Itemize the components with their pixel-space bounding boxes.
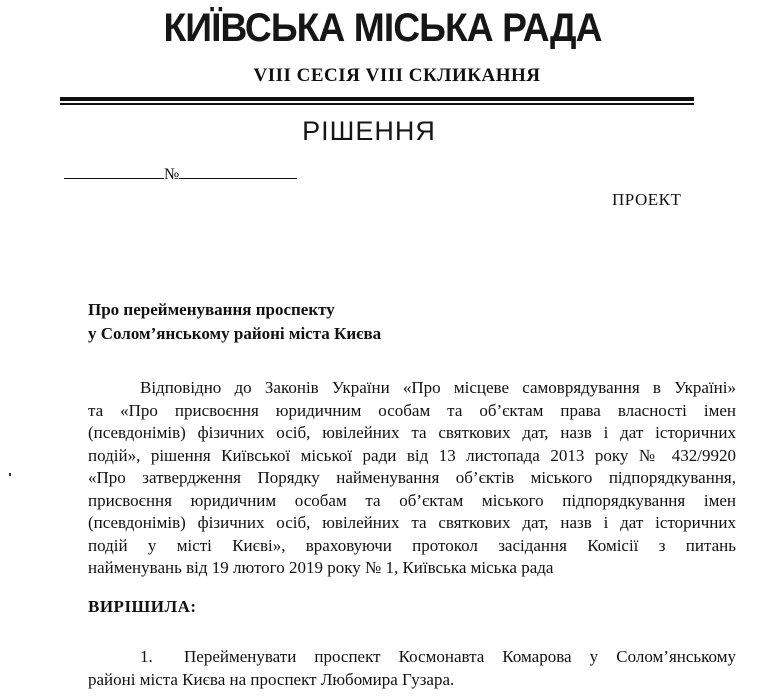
preamble-line: Відповідно до Законів України «Про місцеве самоврядування в Україні» xyxy=(140,378,736,397)
preamble-line: подій у місті Києві», враховуючи протокол засідання Комісії з питань xyxy=(88,535,736,555)
date-blank xyxy=(64,162,164,179)
scan-speck xyxy=(9,473,11,476)
date-number-line xyxy=(64,162,297,184)
item-text: Перейменувати проспект Космонавта Комарова у Солом’янському xyxy=(184,647,736,666)
preamble-line: (псевдонімів) фізичних осіб, ювілейних та святкових дат, назв і дат історичних xyxy=(88,513,736,532)
preamble-line: найменувань від 19 лютого 2019 року № 1, Київська міська рада xyxy=(88,558,554,577)
item-number: 1. xyxy=(140,647,153,666)
item-text: районі міста Києва на проспект Любомира Гузара. xyxy=(88,670,455,689)
subject-line: у Солом’янському районі міста Києва xyxy=(88,324,382,343)
header-divider xyxy=(60,97,694,107)
resolution-item xyxy=(88,645,736,691)
preamble xyxy=(88,377,736,580)
session-convocation: VIII СЕСІЯ VIII СКЛИКАННЯ xyxy=(253,65,541,86)
council-title: КИЇВСЬКА МІСЬКА РАДА xyxy=(163,6,602,50)
resolution-heading: ВИРІШИЛА: xyxy=(88,597,197,616)
number-sign: № xyxy=(164,166,180,183)
preamble-line: (псевдонімів) фізичних осіб, ювілейних та святкових дат, назв і дат історичних xyxy=(88,423,736,442)
subject-line: Про перейменування проспекту xyxy=(88,300,335,319)
preamble-line: та «Про присвоєння юридичним особам та об’єктам права власності імен xyxy=(88,400,736,420)
draft-status: ПРОЕКТ xyxy=(612,190,682,209)
document-type: РІШЕННЯ xyxy=(302,116,436,146)
preamble-line: «Про затвердження Порядку найменування об’єктів міського підпорядкування, xyxy=(88,468,736,487)
number-blank xyxy=(179,162,297,179)
preamble-line: подій», рішення Київської міської ради від 13 листопада 2013 року № 432/9920 xyxy=(88,445,736,465)
preamble-line: присвоєння юридичним особам та об’єктам міського підпорядкування імен xyxy=(88,490,736,510)
document-subject xyxy=(88,298,381,346)
